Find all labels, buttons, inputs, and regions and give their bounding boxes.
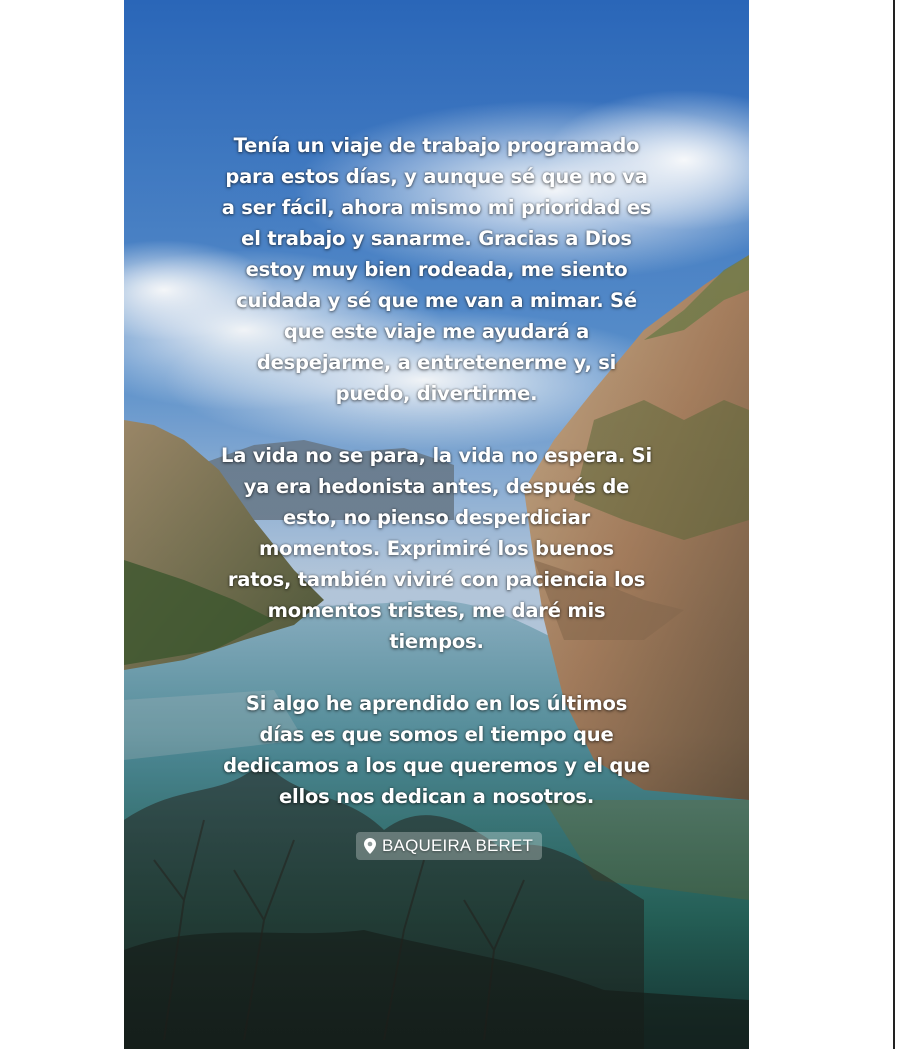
caption-paragraph-3: Si algo he aprendido en los últimos días es que somos el tiempo que dedicamos a los que queremos y el que ellos nos dedican a nosotros. (223, 692, 650, 808)
caption-paragraph-2: La vida no se para, la vida no espera. Si ya era hedonista antes, después de esto, no pienso desperdiciar momentos. Exprimiré los buenos ratos, también viviré con paciencia los momentos tristes, me daré mis tiempos. (221, 444, 652, 653)
location-sticker[interactable] (356, 832, 542, 860)
story-frame[interactable] (124, 0, 749, 1049)
story-caption-text (198, 130, 675, 843)
frame-border (893, 0, 895, 1049)
location-pin-icon (364, 838, 376, 854)
location-label: BAQUEIRA BERET (382, 836, 534, 855)
caption-paragraph-1: Tenía un viaje de trabajo programado para estos días, y aunque sé que no va a ser fácil, ahora mismo mi prioridad es el trabajo y sanarme. Gracias a Dios estoy muy bien rodeada, me siento cuidada y sé que me van a mimar. Sé que este viaje me ayudará a despejarme, a entretenerme y, si puedo, divertirme. (221, 134, 652, 405)
